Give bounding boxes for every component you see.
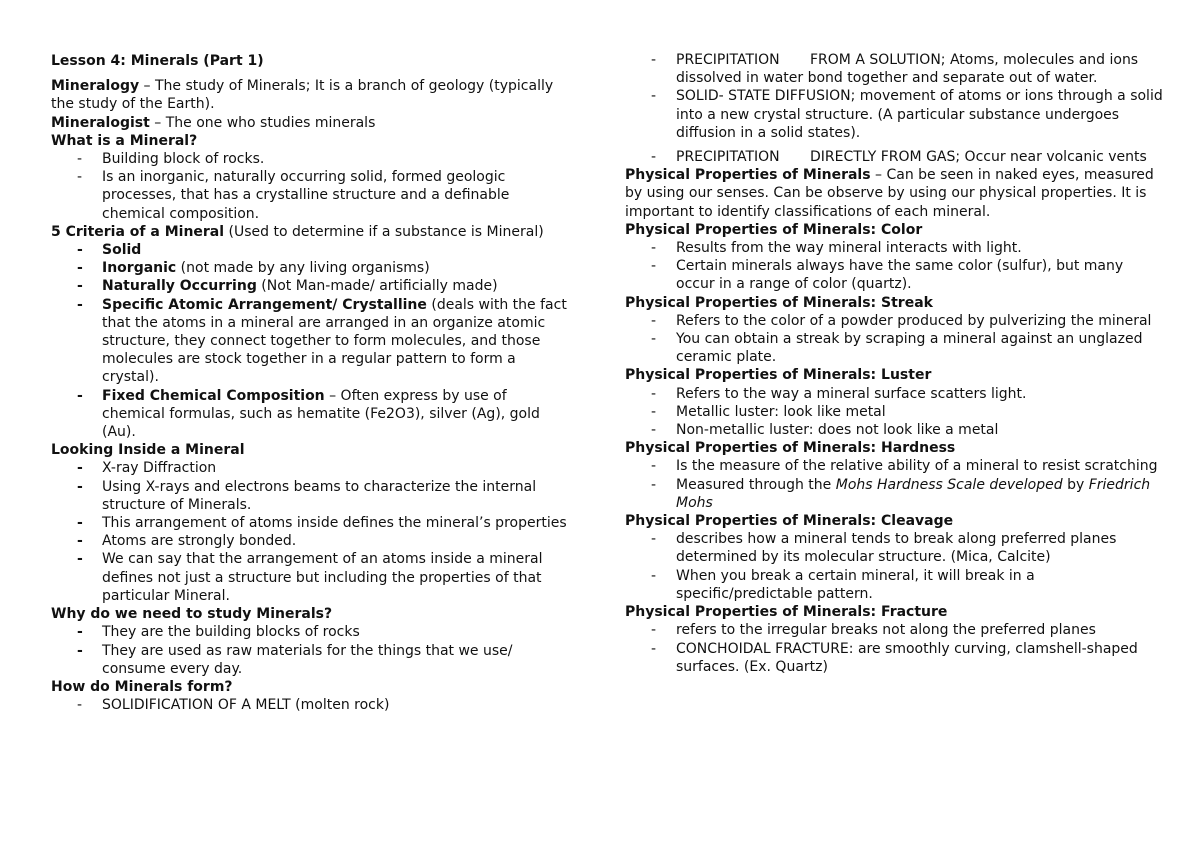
list-item: - refers to the irregular breaks not along the preferred planes	[651, 622, 1096, 639]
list-item: - Building block of rocks.	[77, 151, 265, 168]
what-heading: What is a Mineral?	[51, 132, 198, 149]
list-item: - SOLIDIFICATION OF A MELT (molten rock)	[77, 697, 390, 714]
criteria-item: - Specific Atomic Arrangement/ Crystalline (deals with the fact that the atoms in a mineral are arranged in an organize atomic structure, they connect together to form molecules, and those molecules are stock together in a regular pattern to form a crystal).	[77, 296, 567, 386]
list-item: - Atoms are strongly bonded.	[77, 533, 297, 550]
mineralogy-definition: Mineralogy – The study of Minerals; It is a branch of geology (typically the study of the Earth).	[51, 78, 554, 113]
right-column	[625, 51, 1165, 676]
streak-heading: Physical Properties of Minerals: Streak	[625, 294, 933, 311]
list-item: - Is an inorganic, naturally occurring solid, formed geologic processes, that has a crystalline structure and a definable chemical composition.	[77, 169, 510, 222]
criteria-item: - Solid	[77, 242, 142, 259]
list-item: - When you break a certain mineral, it will break in a specific/predictable pattern.	[651, 567, 1035, 602]
list-item: - You can obtain a streak by scraping a mineral against an unglazed ceramic plate.	[651, 331, 1143, 366]
list-item: - CONCHOIDAL FRACTURE: are smoothly curving, clamshell-shaped surfaces. (Ex. Quartz)	[651, 640, 1138, 675]
list-item: - Refers to the way a mineral surface scatters light.	[651, 385, 1027, 402]
list-item: - They are used as raw materials for the things that we use/ consume every day.	[77, 642, 513, 677]
list-item: - Is the measure of the relative ability of a mineral to resist scratching	[651, 458, 1158, 475]
luster-heading: Physical Properties of Minerals: Luster	[625, 367, 932, 384]
mineralogist-definition: Mineralogist – The one who studies minerals	[51, 114, 376, 131]
cleavage-heading: Physical Properties of Minerals: Cleavage	[625, 513, 954, 530]
lesson-title: Lesson 4: Minerals (Part 1)	[51, 53, 264, 69]
fracture-heading: Physical Properties of Minerals: Fracture	[625, 604, 948, 621]
list-item: - describes how a mineral tends to break along preferred planes determined by its molecular structure. (Mica, Calcite)	[651, 531, 1117, 566]
list-item: - Measured through the Mohs Hardness Scale developed by Friedrich Mohs	[651, 476, 1151, 511]
criteria-item: - Naturally Occurring (Not Man-made/ artificially made)	[77, 278, 498, 295]
list-item: - SOLID- STATE DIFFUSION; movement of atoms or ions through a solid into a new crystal structure. (A particular substance undergoes diffusion in a solid states).	[651, 88, 1163, 141]
color-heading: Physical Properties of Minerals: Color	[625, 221, 923, 238]
physical-properties-definition: Physical Properties of Minerals – Can be seen in naked eyes, measured by using our senses. Can be observe by using our physical properties. It is important to identify classifications of each mineral.	[625, 167, 1154, 220]
list-item: - This arrangement of atoms inside defines the mineral’s properties	[77, 515, 567, 532]
list-item: - Results from the way mineral interacts with light.	[651, 240, 1022, 257]
inside-heading: Looking Inside a Mineral	[51, 442, 245, 459]
list-item: - X-ray Diffraction	[77, 460, 217, 477]
list-item: - PRECIPITATION DIRECTLY FROM GAS; Occur near volcanic vents	[651, 149, 1147, 166]
list-item: - Metallic luster: look like metal	[651, 403, 886, 420]
list-item: - Certain minerals always have the same color (sulfur), but many occur in a range of color (quartz).	[651, 258, 1124, 293]
criteria-item: - Inorganic (not made by any living organisms)	[77, 260, 430, 277]
criteria-heading: 5 Criteria of a Mineral (Used to determine if a substance is Mineral)	[51, 223, 544, 240]
criteria-item: - Fixed Chemical Composition – Often express by use of chemical formulas, such as hematite (Fe2O3), silver (Ag), gold (Au).	[77, 387, 540, 441]
list-item: - Non-metallic luster: does not look like a metal	[651, 422, 999, 439]
list-item: - PRECIPITATION FROM A SOLUTION; Atoms, molecules and ions dissolved in water bond together and separate out of water.	[651, 52, 1139, 87]
list-item: - Using X-rays and electrons beams to characterize the internal structure of Minerals.	[77, 478, 537, 513]
list-item: - We can say that the arrangement of an atoms inside a mineral defines not just a structure but including the properties of that particular Mineral.	[77, 551, 543, 604]
left-column	[51, 52, 571, 714]
why-heading: Why do we need to study Minerals?	[51, 606, 333, 623]
hardness-heading: Physical Properties of Minerals: Hardness	[625, 440, 956, 457]
list-item: - Refers to the color of a powder produced by pulverizing the mineral	[651, 312, 1152, 329]
list-item: - They are the building blocks of rocks	[77, 624, 360, 641]
how-heading: How do Minerals form?	[51, 678, 233, 695]
